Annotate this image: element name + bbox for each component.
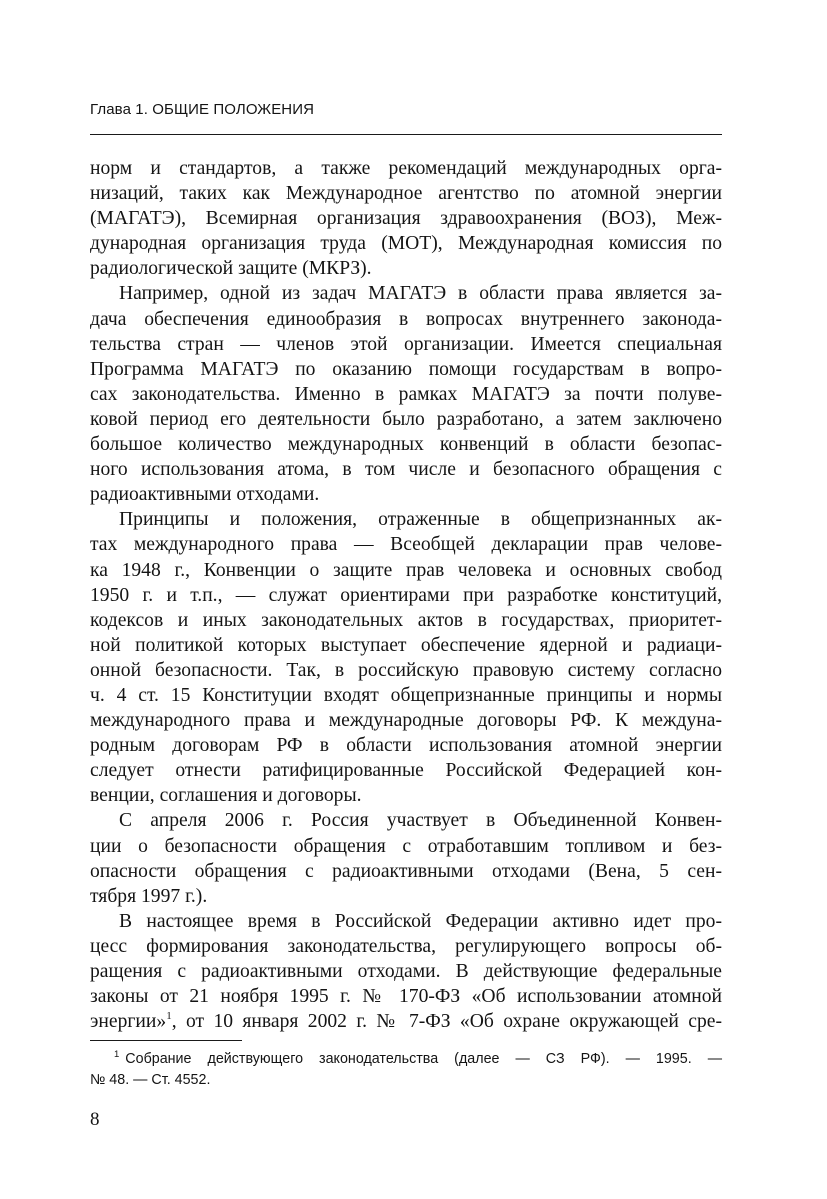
paragraph [90,808,722,908]
text-line: ной политикой которых выступает обеспечение ядерной и радиаци- [90,634,722,656]
text-line: цесс формирования законодательства, регулирующего вопросы об- [90,935,722,957]
text-line: Например, одной из задач МАГАТЭ в области права является за- [119,283,722,305]
text-line: ковой период его деятельности было разработано, а затем заключено [90,408,722,430]
text-line [90,1009,722,1034]
text-line: Принципы и положения, отраженные в общепризнанных ак- [119,509,722,531]
text-line: венции, соглашения и договоры. [90,785,362,807]
text-line: тах международного права — Всеобщей декларации прав челове- [90,534,722,556]
footnote-marker: 1 [114,1049,120,1060]
text-line: низаций, таких как Международное агентство по атомной энергии [90,183,722,205]
text-line: дународная организация труда (МОТ), Международная комиссия по [90,233,722,255]
text-line: ращения с радиоактивными отходами. В действующие федеральные [90,961,722,982]
footnote-divider [90,1040,242,1041]
footnote-reference[interactable]: 1 [166,1010,172,1023]
text-line: родным договорам РФ в области использования атомной энергии [90,735,722,757]
paragraph [90,156,722,281]
text-line: международного права и международные договоры РФ. К междуна- [90,710,722,732]
text-segment: энергии» [90,1011,167,1033]
text-line: Программа МАГАТЭ по оказанию помощи государствам в вопро- [90,358,722,380]
paragraph [90,507,722,808]
main-text [90,156,722,1034]
text-line: тельства стран — членов этой организации. Имеется специальная [90,333,722,355]
text-line: (МАГАТЭ), Всемирная организация здравоохранения (ВОЗ), Меж- [90,208,722,230]
text-line: законы от 21 ноября 1995 г. № 170-ФЗ «Об использовании атомной [90,986,722,1008]
text-line: радиоактивными отходами. [90,484,320,506]
footnote-text: Собрание действующего законодательства (далее — СЗ РФ). — 1995. — [125,1051,722,1067]
text-line: ка 1948 г., Конвенции о защите прав человека и основных свобод [90,559,722,581]
header-divider [90,134,722,135]
page-number: 8 [90,1109,100,1130]
text-line: ции о безопасности обращения с отработавшим топливом и без- [90,835,722,857]
text-line: тября 1997 г.). [90,885,208,907]
paragraph [90,281,722,507]
text-line: радиологической защите (МКРЗ). [90,258,372,280]
text-line: большое количество международных конвенций в области безопас- [90,434,722,456]
running-head: Глава 1. ОБЩИЕ ПОЛОЖЕНИЯ [90,101,315,118]
footnote-line [90,1049,722,1070]
text-line: 1950 г. и т.п., — служат ориентирами при разработке конституций, [90,584,722,606]
text-line: онной безопасности. Так, в российскую правовую систему согласно [90,659,722,681]
text-line: кодексов и иных законодательных актов в государствах, приоритет- [90,609,722,631]
text-line: С апреля 2006 г. Россия участвует в Объединенной Конвен- [119,810,722,832]
text-line: следует отнести ратифицированные Российской Федерацией кон- [90,760,722,782]
text-line: ч. 4 ст. 15 Конституции входят общепризнанные принципы и нормы [90,684,722,706]
footnote-line: № 48. — Ст. 4552. [90,1071,211,1088]
text-line: В настоящее время в Российской Федерации активно идет про- [119,910,722,932]
footnote [90,1049,722,1090]
text-segment: , от 10 января 2002 г. № 7-ФЗ «Об охране окружающей сре- [171,1011,722,1033]
text-line: ного использования атома, в том числе и безопасного обращения с [90,459,722,481]
text-line: сах законодательства. Именно в рамках МАГАТЭ за почти полуве- [90,383,722,405]
text-line: опасности обращения с радиоактивными отходами (Вена, 5 сен- [90,860,722,882]
text-line: норм и стандартов, а также рекомендаций международных орга- [90,158,722,179]
paragraph [90,909,722,1034]
text-line: дача обеспечения единообразия в вопросах внутреннего законода- [90,308,722,330]
